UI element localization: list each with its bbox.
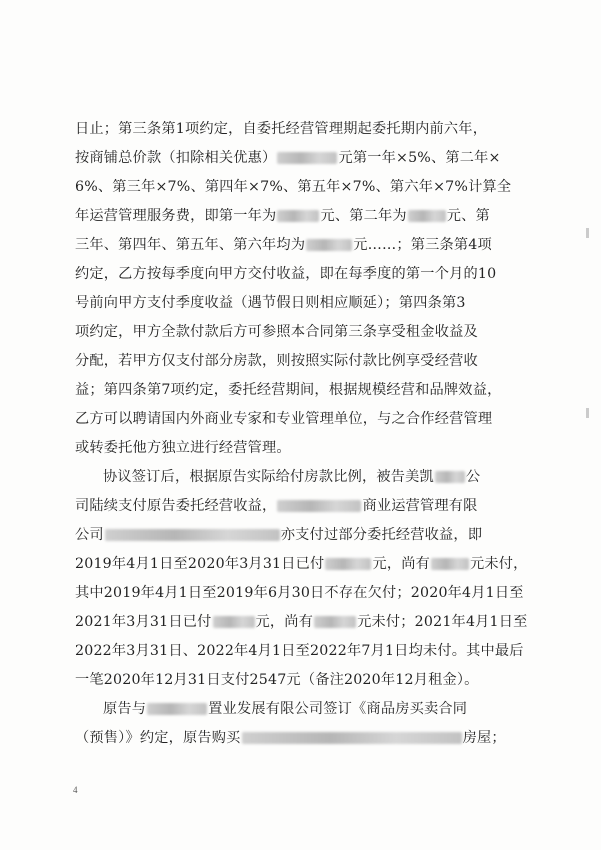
scan-mark bbox=[586, 228, 589, 238]
text-line: 2019年4月1日至2020年3月31日已付 元，尚有 元未付， bbox=[75, 556, 528, 572]
text-line: 年运营管理服务费，即第一年为 元、第二年为 元、第 bbox=[75, 208, 490, 224]
redaction bbox=[147, 703, 207, 715]
page-number: 4 bbox=[73, 785, 78, 795]
redaction bbox=[325, 558, 371, 570]
text-line: 按商铺总价款（扣除相关优惠） 元第一年×5%、第二年× bbox=[75, 150, 501, 166]
text-line: 或转委托他方独立进行经营管理。 bbox=[75, 440, 291, 456]
text-line: 公司 亦支付过部分委托经营收益，即 bbox=[75, 527, 483, 543]
text-line: 2022年3月31日、2022年4月1日至2022年7月1日均未付。其中最后 bbox=[75, 643, 524, 659]
redaction bbox=[408, 210, 446, 222]
redaction bbox=[435, 471, 465, 483]
text-line: 益；第四条第7项约定，委托经营期间，根据规模经营和品牌效益， bbox=[75, 382, 502, 398]
text-line: 原告与 置业发展有限公司签订《商品房买卖合同 bbox=[103, 701, 468, 717]
text-line: 约定，乙方按每季度向甲方交付收益，即在每季度的第一个月的10 bbox=[75, 266, 497, 282]
text-line: 分配，若甲方仅支付部分房款，则按照实际付款比例享受经营收 bbox=[75, 353, 478, 369]
text-line: 协议签订后，根据原告实际给付房款比例，被告美凯 公 bbox=[103, 469, 481, 485]
text-line: 6%、第三年×7%、第四年×7%、第五年×7%、第六年×7%计算全 bbox=[75, 179, 512, 195]
redaction bbox=[213, 616, 255, 628]
scan-mark bbox=[586, 408, 589, 418]
redaction bbox=[277, 500, 361, 512]
text-line: 日止；第三条第1项约定，自委托经营管理期起委托期内前六年， bbox=[75, 121, 488, 137]
redaction bbox=[277, 210, 319, 222]
text-line: 项约定，甲方全款付款后方可参照本合同第三条享受租金收益及 bbox=[75, 324, 478, 340]
text-line: 2021年3月31日已付 元，尚有 元未付；2021年4月1日至 bbox=[75, 614, 528, 630]
redaction bbox=[105, 529, 280, 541]
text-line: 乙方可以聘请国内外商业专家和专业管理单位，与之合作经营管理 bbox=[75, 411, 493, 427]
redaction bbox=[242, 732, 462, 744]
redaction bbox=[314, 616, 356, 628]
redaction bbox=[277, 152, 337, 164]
text-line: （预售）》约定，原告购买 房屋； bbox=[75, 730, 506, 746]
text-line: 司陆续支付原告委托经营收益， 商业运营管理有限 bbox=[75, 498, 478, 514]
text-line: 号前向甲方支付季度收益（遇节假日则相应顺延）；第四条第3 bbox=[75, 295, 466, 311]
redaction bbox=[306, 239, 352, 251]
text-line: 其中2019年4月1日至2019年6月30日不存在欠付；2020年4月1日至 bbox=[75, 585, 524, 601]
redaction bbox=[431, 558, 469, 570]
text-line: 一笔2020年12月31日支付2547元（备注2020年12月租金）。 bbox=[75, 672, 479, 688]
text-line: 三年、第四年、第五年、第六年均为 元……；第三条第4项 bbox=[75, 237, 492, 253]
